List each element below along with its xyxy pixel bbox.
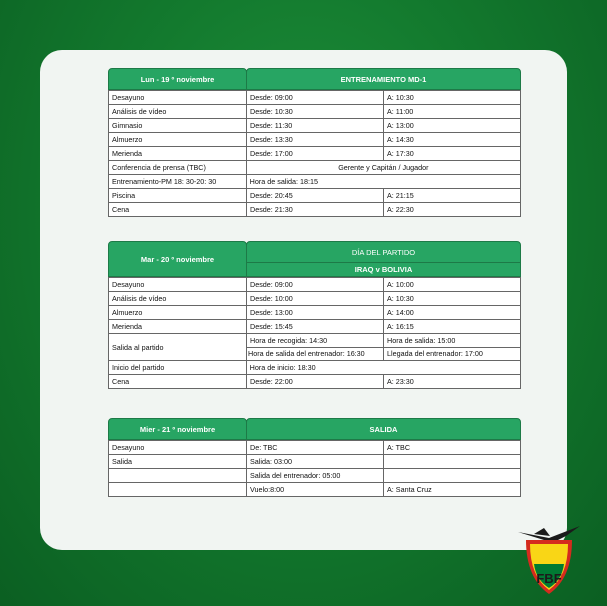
- from-cell: Desde: 13:30: [246, 132, 384, 147]
- activity-cell: [108, 482, 247, 497]
- to-cell: A: 16:15: [383, 319, 521, 334]
- from-cell: Hora de inicio: 18:30: [246, 360, 521, 375]
- table-row: [108, 374, 521, 388]
- activity-cell: Inicio del partido: [108, 360, 247, 375]
- from-cell: Desde: 20:45: [246, 188, 384, 203]
- from-cell: Salida: 03:00: [246, 454, 384, 469]
- schedule-section-day3: [108, 418, 521, 496]
- from-cell: Desde: 21:30: [246, 202, 384, 217]
- from-cell: Desde: 10:30: [246, 104, 384, 119]
- to-cell: A: 10:30: [383, 291, 521, 306]
- to-cell: A: 10:30: [383, 90, 521, 105]
- from-cell: Desde: 22:00: [246, 374, 384, 389]
- fbf-crest-icon: [514, 518, 584, 598]
- activity-cell: Desayuno: [108, 90, 247, 105]
- from-cell: Desde: 17:00: [246, 146, 384, 161]
- table-row: [108, 90, 521, 104]
- match-subtitle: IRAQ v BOLIVIA: [246, 262, 521, 277]
- section-title: ENTRENAMIENTO MD-1: [246, 68, 521, 90]
- to-cell: Hora de salida: 15:00: [383, 333, 521, 348]
- from-cell: Hora de salida del entrenador: 16:30: [246, 347, 384, 362]
- section-title: SALIDA: [246, 418, 521, 440]
- activity-cell: Almuerzo: [108, 132, 247, 147]
- fbf-logo: [514, 518, 584, 598]
- activity-cell: Gimnasio: [108, 118, 247, 133]
- activity-cell: Almuerzo: [108, 305, 247, 320]
- day-header: Mier - 21 º noviembre: [108, 418, 247, 440]
- activity-cell: Conferencia de prensa (TBC): [108, 160, 247, 175]
- activity-cell: Entrenamiento-PM 18: 30-20: 30: [108, 174, 247, 189]
- activity-cell: Desayuno: [108, 440, 247, 455]
- to-cell: A: 14:30: [383, 132, 521, 147]
- table-row: [108, 277, 521, 291]
- activity-cell: Análisis de vídeo: [108, 104, 247, 119]
- from-cell: Desde: 09:00: [246, 90, 384, 105]
- table-row: [108, 188, 521, 202]
- from-cell: Hora de recogida: 14:30: [246, 333, 384, 348]
- day-header: Mar - 20 º noviembre: [108, 241, 247, 277]
- table-row: [108, 454, 521, 468]
- activity-cell: Cena: [108, 202, 247, 217]
- table-row: [108, 482, 521, 496]
- activity-cell: Cena: [108, 374, 247, 389]
- from-cell: Desde: 11:30: [246, 118, 384, 133]
- to-cell: A: 23:30: [383, 374, 521, 389]
- from-cell: Desde: 15:45: [246, 319, 384, 334]
- activity-cell: Análisis de vídeo: [108, 291, 247, 306]
- table-row: [108, 174, 521, 188]
- span-cell: Gerente y Capitán / Jugador: [246, 160, 521, 175]
- table-row: [108, 319, 521, 333]
- table-row: [108, 360, 521, 374]
- table-row: [108, 291, 521, 305]
- activity-cell: Salida: [108, 454, 247, 469]
- logo-text: FBF: [536, 571, 562, 586]
- table-row: [108, 132, 521, 146]
- to-cell: Llegada del entrenador: 17:00: [383, 347, 521, 362]
- to-cell: A: 22:30: [383, 202, 521, 217]
- from-cell: Desde: 10:00: [246, 291, 384, 306]
- to-cell: A: Santa Cruz: [383, 482, 521, 497]
- table-row: [108, 333, 521, 360]
- to-cell: A: 21:15: [383, 188, 521, 203]
- to-cell: A: 14:00: [383, 305, 521, 320]
- day-header: Lun - 19 º noviembre: [108, 68, 247, 90]
- section-title: DÍA DEL PARTIDO: [246, 241, 521, 263]
- to-cell: A: 13:00: [383, 118, 521, 133]
- from-cell: De: TBC: [246, 440, 384, 455]
- to-cell: A: 17:30: [383, 146, 521, 161]
- to-cell: [383, 468, 521, 483]
- activity-cell: Merienda: [108, 146, 247, 161]
- schedule-section-day2: [108, 241, 521, 388]
- to-cell: A: TBC: [383, 440, 521, 455]
- to-cell: A: 11:00: [383, 104, 521, 119]
- to-cell: [383, 454, 521, 469]
- schedule-table: [108, 90, 521, 216]
- table-row: [108, 104, 521, 118]
- table-row: [108, 202, 521, 216]
- schedule-section-day1: [108, 68, 521, 216]
- schedule-table: [108, 440, 521, 496]
- activity-cell: Desayuno: [108, 277, 247, 292]
- activity-cell: Salida al partido: [108, 333, 247, 361]
- activity-cell: [108, 468, 247, 483]
- from-cell: Desde: 13:00: [246, 305, 384, 320]
- table-row: [108, 160, 521, 174]
- table-row: [108, 440, 521, 454]
- to-cell: A: 10:00: [383, 277, 521, 292]
- table-row: [108, 146, 521, 160]
- table-row: [108, 305, 521, 319]
- from-cell: Hora de salida: 18:15: [246, 174, 521, 189]
- activity-cell: Piscina: [108, 188, 247, 203]
- from-cell: Vuelo:8:00: [246, 482, 384, 497]
- from-cell: Desde: 09:00: [246, 277, 384, 292]
- activity-cell: Merienda: [108, 319, 247, 334]
- table-row: [108, 118, 521, 132]
- schedule-table: [108, 277, 521, 388]
- from-cell: Salida del entrenador: 05:00: [246, 468, 384, 483]
- table-row: [108, 468, 521, 482]
